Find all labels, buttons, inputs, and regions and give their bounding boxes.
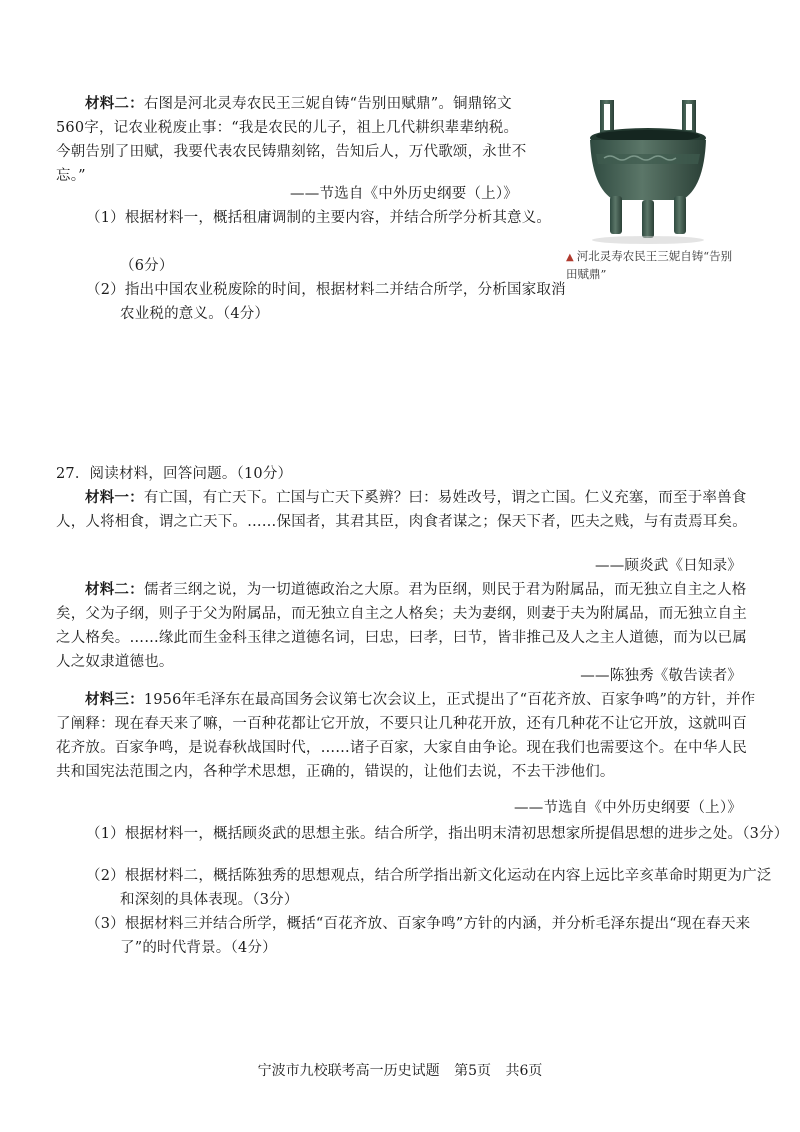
q27-material-2-label: 材料二： [85, 581, 144, 598]
image-caption [566, 248, 736, 283]
material-2-label: 材料二： [85, 95, 144, 112]
bronze-ding-image [570, 92, 728, 244]
question-27-1: （1）根据材料一，概括顾炎武的思想主张。结合所学，指出明末清初思想家所提倡思想的进步之处。（3分） [86, 826, 789, 842]
material-2-source: ——节选自《中外历史纲要（上）》 [290, 186, 518, 202]
q27-material-3 [56, 688, 756, 784]
q27-material-1-text: 有亡国，有亡天下。亡国与亡天下奚辨？曰：易姓改号，谓之亡国。仁义充塞，而至于率兽食人，人将相食，谓之亡天下。……保国者，其君其臣，肉食者谋之；保天下者，匹夫之贱，与有责焉耳矣。 [56, 490, 747, 530]
q27-material-1-label: 材料一： [85, 489, 144, 506]
q27-material-2-source: ——陈独秀《敬告读者》 [580, 668, 742, 684]
page-footer [0, 1060, 800, 1080]
q27-material-2-text: 儒者三纲之说，为一切道德政治之大原。君为臣纲，则民于君为附属品，而无独立自主之人格矣，父为子纲，则子于父为附属品，而无独立自主之人格矣；夫为妻纲，则妻于夫为附属品，而无独立自主之人格矣。……缘此而生金科玉律之道德名词，曰忠，曰孝，曰节，皆非推己及人之主人道德，而为以已属人之奴隶道德也。 [56, 582, 747, 670]
q27-material-3-label: 材料三： [85, 691, 144, 708]
question-26-1: （1）根据材料一，概括租庸调制的主要内容，并结合所学分析其意义。 [86, 210, 552, 226]
question-26-2: （2）指出中国农业税废除的时间，根据材料二并结合所学，分析国家取消农业税的意义。（4分） [86, 282, 566, 322]
q27-material-2 [56, 578, 756, 674]
material-2-text: 右图是河北灵寿农民王三妮自铸“告别田赋鼎”。铜鼎铭文560字，记农业税废止事：“我是农民的儿子，祖上几代耕织辈辈纳税。今朝告别了田赋，我要代表农民铸鼎刻铭，告知后人，万代歌颂，永世不忘。” [56, 96, 527, 184]
footer-title: 宁波市九校联考高一历史试题 [257, 1063, 440, 1079]
q27-material-1 [56, 486, 756, 534]
question-27-2: （2）根据材料二，概括陈独秀的思想观点，结合所学指出新文化运动在内容上远比辛亥革命时期更为广泛和深刻的具体表现。（3分） [86, 868, 772, 908]
triangle-icon: ▲ [566, 252, 574, 263]
q27-material-3-source: ——节选自《中外历史纲要（上）》 [514, 800, 742, 816]
q27-material-3-text: 1956年毛泽东在最高国务会议第七次会议上，正式提出了“百花齐放、百家争鸣”的方针，并作了阐释：现在春天来了嘛，一百种花都让它开放，不要只让几种花开放，还有几种花不让它开放，这就叫百花齐放。百家争鸣，是说春秋战国时代，……诸子百家，大家自由争论。现在我们也需要这个。在中华人民共和国宪法范围之内，各种学术思想，正确的，错误的，让他们去说，不去干涉他们。 [56, 692, 756, 780]
question-26-1-score: （6分） [120, 258, 174, 274]
image-caption-text: 河北灵寿农民王三妮自铸“告别田赋鼎” [566, 249, 733, 281]
question-27-3: （3）根据材料三并结合所学，概括“百花齐放、百家争鸣”方针的内涵，并分析毛泽东提出“现在春天来了”的时代背景。（4分） [86, 916, 751, 956]
material-2-paragraph [56, 92, 532, 188]
question-27-heading: 27．阅读材料，回答问题。（10分） [56, 466, 293, 482]
footer-page: 第5页 [454, 1063, 491, 1079]
footer-total: 共6页 [505, 1063, 543, 1079]
q27-material-1-source: ——顾炎武《日知录》 [595, 558, 742, 574]
